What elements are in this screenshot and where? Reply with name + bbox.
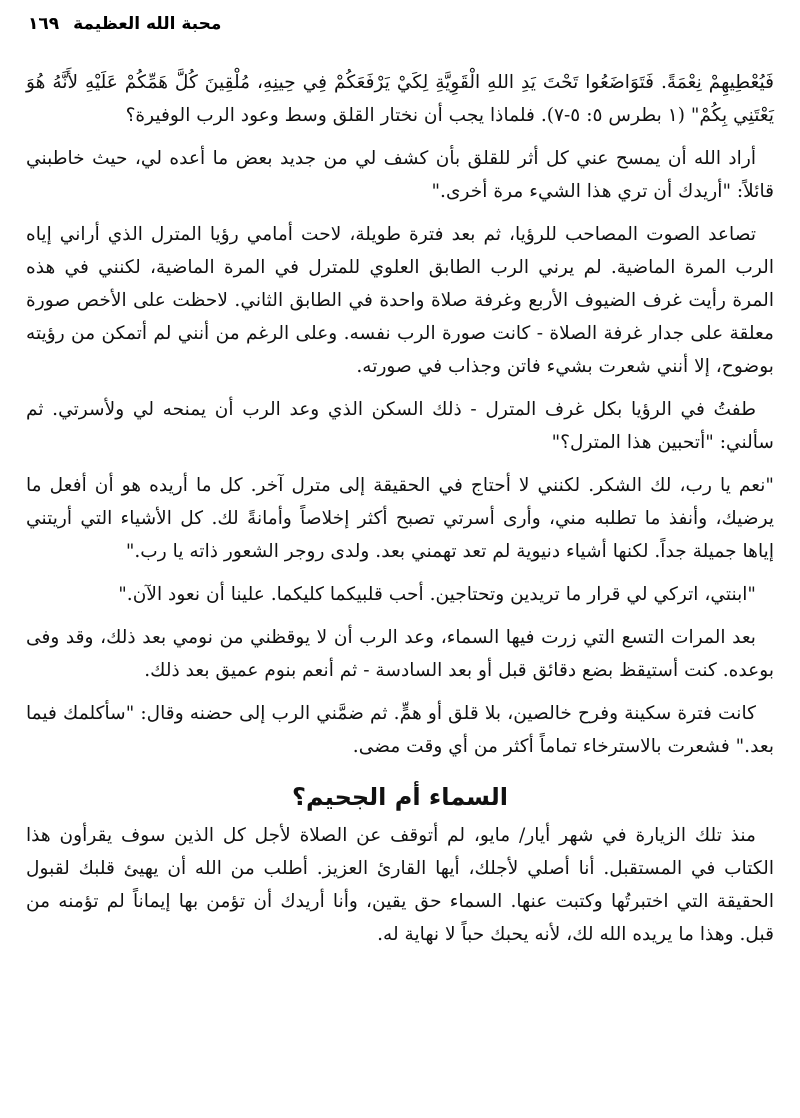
paragraph: طفتُ في الرؤيا بكل غرف المترل - ذلك السكن الذي وعد الرب أن يمنحه لي ولأسرتي. ثم سألني: "أتحبين هذا المترل؟" [26,399,774,453]
running-head [28,14,221,34]
paragraph-quote: "ابنتي، اتركي لي قرار ما تريدين وتحتاجين. أحب قلبيكما كليكما. علينا أن نعود الآن." [118,584,756,605]
paragraph: تصاعد الصوت المصاحب للرؤيا، ثم بعد فترة طويلة، لاحت أمامي رؤيا المترل الذي أراني إياه الرب المرة الماضية. لم يرني الرب الطابق العلوي للمترل في المرة الماضية، لكنني في هذه المرة رأيت غرف الضيوف الأربع وغرفة صلاة واحدة في الطابق الثاني. لاحظت على الأخص صورة معلقة على جدار غرفة الصلاة - كانت صورة الرب نفسه. وعلى الرغم من أنني لم أتمكن من رؤيته بوضوح، إلا أنني شعرت بشيء فاتن وجذاب في صورته. [26,224,774,377]
paragraph: كانت فترة سكينة وفرح خالصين، بلا قلق أو همٍّ. ثم ضمَّني الرب إلى حضنه وقال: "سأكلمك فيما بعد." فشعرت بالاسترخاء تماماً أكثر من أي وقت مضى. [26,703,774,757]
page-number: ١٦٩ [28,14,60,34]
paragraph-scripture-continuation: فَيُعْطِيهِمْ نِعْمَةً. فَتَوَاضَعُوا تَحْتَ يَدِ اللهِ الْقَوِيَّةِ لِكَيْ يَرْفَعَكُمْ فِي حِينِهِ، مُلْقِينَ كُلَّ هَمِّكُمْ عَلَيْهِ لأَنَّهُ هُوَ يَعْتَنِي بِكُمْ" (١ بطرس ٥: ٥-٧). فلماذا يجب أن نختار القلق وسط وعود الرب الوفيرة؟ [26,72,774,126]
paragraph: أراد الله أن يمسح عني كل أثر للقلق بأن كشف لي من جديد بعض ما أعده لي، حيث خاطبني قائلاً: "أريدك أن تري هذا الشيء مرة أخرى." [26,148,774,202]
paragraph: بعد المرات التسع التي زرت فيها السماء، وعد الرب أن لا يوقظني من نومي بعد ذلك، وقد وفى بوعده. كنت أستيقظ بضع دقائق قبل أو بعد السادسة - ثم أنعم بنوم عميق بعد ذلك. [26,627,774,681]
paragraph-quote: "نعم يا رب، لك الشكر. لكنني لا أحتاج في الحقيقة إلى مترل آخر. كل ما أريده هو أن أفعل ما يرضيك، وأنفذ ما تطلبه مني، وأرى أسرتي تصبح أكثر إخلاصاً وأمانةً لك. كل الأشياء التي أريتني إياها جميلة جداً. لكنها أشياء دنيوية لم تعد تهمني بعد. ولدى روجر الشعور ذاته يا رب." [26,475,774,562]
body-text [26,66,774,961]
paragraph: منذ تلك الزيارة في شهر أيار/ مايو، لم أتوقف عن الصلاة لأجل كل الذين سوف يقرأون هذا الكتاب في المستقبل. أنا أصلي لأجلك، أيها القارئ العزيز. أطلب من الله أن يهيئ قلبك لقبول الحقيقة التي اختبرتُها وكتبت عنها. السماء حق يقين، وأنا أريدك أن تؤمن بها إيماناً لم تؤمنه من قبل. وهذا ما يريده الله لك، لأنه يحبك حباً لا نهاية له. [26,825,774,945]
section-heading: السماء أم الجحيم؟ [292,783,508,811]
running-title: محبة الله العظيمة [73,14,222,34]
